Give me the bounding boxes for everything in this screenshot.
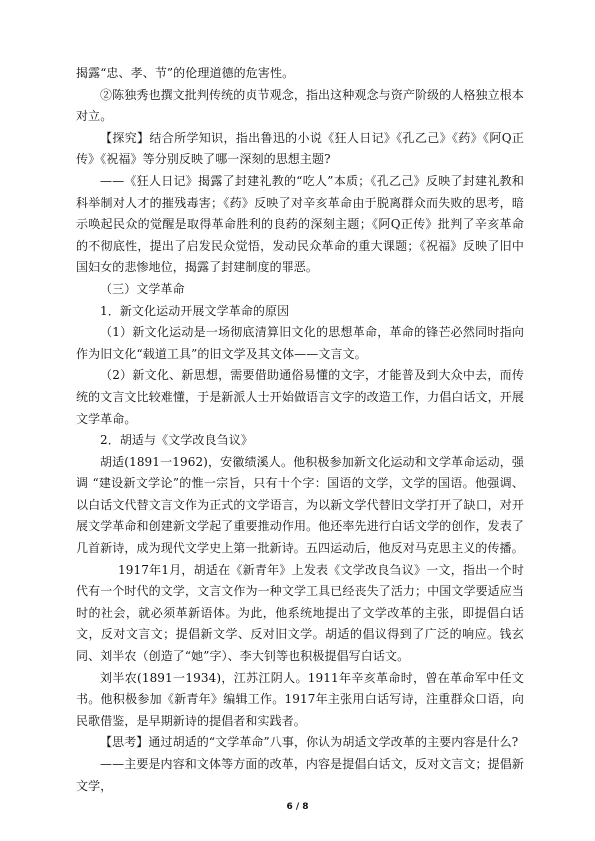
inquiry-question: 【探究】结合所学知识，指出鲁迅的小说《狂人日记》《孔乙己》《药》《阿Q正传》《祝福》等分别反映了哪一深刻的思想主题? bbox=[76, 130, 524, 167]
body-paragraph: 胡适(1891一1962)，安徽绩溪人。他积极参加新文化运动和文学革命运动，强调 “建设新文学论”的惟一宗旨，只有十个字：国语的文学，文学的国语。他强调、以白话文代替文言文作为正式的文学语言，为以新文学代替旧文学打开了缺口，对开展文学革命和创建新文学起了重要推动作用。他还率先进行白话文学的创作，发表了几首新诗，成为现代文学史上第一批新诗。五四运动后，他反对马克思主义的传播。 bbox=[76, 454, 524, 556]
thinking-question: 【思考】通过胡适的“文学革命”八事，你认为胡适文学改革的主要内容是什么? bbox=[100, 735, 519, 750]
body-paragraph: （2）新文化、新思想，需要借助通俗易懂的文字，才能普及到大众中去，而传统的文言文比较难懂，于是新派人士开始做语言文字的改造工作，力倡白话文，开展文学革命。 bbox=[76, 368, 524, 426]
section-heading: （三）文学革命 bbox=[100, 281, 185, 296]
body-paragraph: 1917年1月，胡适在《新青年》上发表《文学改良刍议》一文，指出一个时代有一个时代的文学，文言文作为一种文学工具已经丧失了活力；中国文学要适应当时的社会，就必须革新语体。为此，他系统地提出了文学改革的主张，即提倡白话文，反对文言文；提倡新文学、反对旧文学。胡适的倡议得到了广泛的响应。钱玄同、刘半农（创造了“她”字）、李大钊等也积极提倡写白话文。 bbox=[76, 562, 524, 664]
thinking-answer: ——主要是内容和文体等方面的改革，内容是提倡白话文，反对文言文；提倡新文学， bbox=[76, 757, 524, 793]
page-body bbox=[76, 63, 524, 797]
subsection-heading: 1．新文化运动开展文学革命的原因 bbox=[100, 303, 290, 318]
page-number: 6 / 8 bbox=[286, 802, 309, 812]
body-paragraph: （1）新文化运动是一场彻底清算旧文化的思想革命，革命的锋芒必然同时指向作为旧文化“载道工具”的旧文学及其文体——文言文。 bbox=[76, 325, 524, 361]
body-paragraph: 揭露“忠、孝、节”的伦理道德的危害性。 bbox=[76, 66, 295, 80]
body-paragraph: 刘半农(1891一1934)，江苏江阴人。1911年辛亥革命时，曾在革命军中任文书。他积极参加《新青年》编辑工作。1917年主张用白话写诗，注重群众口语，向民歌借鉴，是早期新诗的提倡者和实践者。 bbox=[76, 670, 524, 728]
inquiry-answer: ——《狂人日记》揭露了封建礼教的“吃人”本质；《孔乙己》反映了封建礼教和科举制对人才的摧残毒害；《药》反映了对辛亥革命由于脱离群众而失败的思考，暗示唤起民众的觉醒是取得革命胜利的良药的深刻主题；《阿Q正传》批判了辛亥革命的不彻底性，提出了启发民众觉悟，发动民众革命的重大课题；《祝福》反映了旧中国妇女的悲惨地位，揭露了封建制度的罪恶。 bbox=[76, 173, 524, 275]
subsection-heading: 2．胡适与《文学改良刍议》 bbox=[100, 433, 253, 448]
body-paragraph: ②陈独秀也撰文批判传统的贞节观念，指出这种观念与资产阶级的人格独立根本对立。 bbox=[76, 87, 524, 124]
